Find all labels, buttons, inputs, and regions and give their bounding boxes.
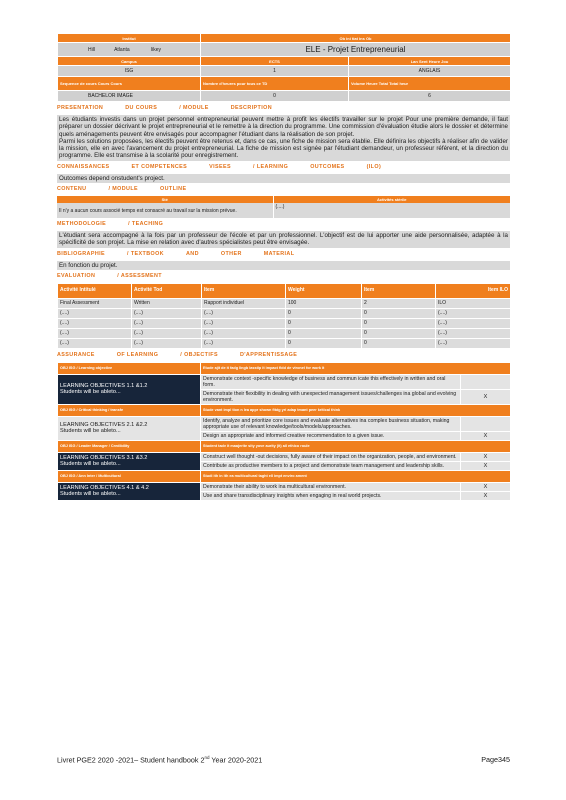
table-row [58, 298, 511, 308]
header-cell: Institut [58, 34, 201, 43]
section-title-presentation: PRESENTATION DU COURS / MODULE DESCRIPTION [57, 105, 272, 111]
lo-item: Demonstrate context -specific knowledge of business and commun icate this effectively in written and oral form. [201, 374, 461, 389]
lo-group-header: Etude ajit de it fadg lingb lasstip it impact fidd de vironel for work it [201, 362, 511, 374]
evaluation-cell: (....) [202, 338, 286, 348]
section-title-competences: CONNAISSANCES ET COMPETENCES VISEES / LEARNING OUTCOMES (ILO) [57, 163, 382, 170]
evaluation-cell: ILO [436, 298, 511, 308]
evaluation-cell: 0 [362, 328, 436, 338]
lo-item: Contribute as productive members to a project and demonstrate team management and leadership skills. [201, 461, 461, 470]
evaluation-header: Weight [286, 283, 362, 298]
contenu-cell: (....) [273, 203, 510, 218]
evaluation-cell: (....) [132, 318, 202, 328]
footer-left: Livret PGE2 2020 -2021– Student handbook 2nd Year 2020-2021 [57, 755, 263, 765]
course-title: ELE - Projet Entrepreneurial [201, 43, 511, 57]
lo-item: Demonstrate their flexibility in dealing with unexpected management issues/challenges ina global and evolving environment. [201, 389, 461, 404]
table-row [58, 328, 511, 338]
evaluation-cell: Written [132, 298, 202, 308]
header-cell: Campus [58, 57, 201, 66]
header-cell: BACHELOR IMAGE [58, 91, 201, 102]
evaluation-cell: 0 [286, 308, 362, 318]
table-row [58, 338, 511, 348]
evaluation-table [57, 283, 511, 349]
evaluation-cell: 0 [362, 338, 436, 348]
lo-mark: X [461, 461, 511, 470]
header-cell: 1 [201, 66, 349, 77]
evaluation-cell: (....) [58, 318, 132, 328]
lo-group-header: OBJ ISG / Ann Inter / Multicultural [58, 470, 201, 482]
evaluation-cell: (....) [436, 318, 511, 328]
methodologie-text: L'étudiant sera accompagné à la fois par un professeur de l'école et par un professionnel. L'objectif est de lui apporter une aide personnalisée, adaptée à la spécificité de son projet. La mise en relation avec d'autres spécialistes peut être envisagée. [59, 232, 508, 247]
header-cell: Volume Heure Total Total heur [349, 77, 511, 91]
table-row [58, 308, 511, 318]
evaluation-cell: (....) [436, 338, 511, 348]
lo-mark [461, 374, 511, 389]
evaluation-cell: (....) [132, 308, 202, 318]
lo-item: Design an appropriate and informed creative recommendation to a given issue. [201, 431, 461, 440]
header-cell: Ob ini tiat ins Ob [201, 34, 511, 43]
header-cell: ECTS [201, 57, 349, 66]
evaluation-header: Activité Intitulé [58, 283, 132, 298]
header-cell: Nombre d'heures pour tous ce TD [201, 77, 349, 91]
evaluation-cell: Final Assessment [58, 298, 132, 308]
evaluation-cell: (....) [436, 328, 511, 338]
learning-objectives-table [57, 362, 511, 501]
lo-item: Demonstrate their ability to work ina multicultural environment. [201, 482, 461, 491]
lo-item: Construct well thought -out decisions, fully aware of their impact on the organization, people, and environment. [201, 452, 461, 461]
page-number: Page345 [481, 755, 510, 764]
evaluation-cell: 0 [362, 318, 436, 328]
section-title-assurance: ASSURANCE OF LEARNING / OBJECTIFS D'APPRENTISSAGE [57, 351, 298, 358]
section-title-methodologie: METHODOLOGIE / TEACHING [57, 221, 164, 228]
lo-group-header: Student tadv it maajerite sity yove aurity (it) ail ethico roule [201, 440, 511, 452]
competences-text: Outcomes depend onstudent's project. [57, 174, 510, 183]
section-title-bibliographie: BIBLIOGRAPHIE / TEXTBOOK AND OTHER MATERIAL [57, 250, 295, 257]
evaluation-cell: 0 [286, 318, 362, 328]
evaluation-cell: (....) [436, 308, 511, 318]
lo-group-header: OBJ ISG / Leader Manager / Credibility [58, 440, 201, 452]
contenu-cell: Il n'y a aucun cours associé temps est consacré au travail sur la mission prévue. [57, 203, 273, 218]
evaluation-cell: (....) [202, 328, 286, 338]
evaluation-cell: (....) [202, 308, 286, 318]
evaluation-cell: 100 [286, 298, 362, 308]
lo-group-header: Studi ith in ith ea multicultural taght ell impt enviro ament [201, 470, 511, 482]
lo-mark [461, 416, 511, 431]
evaluation-cell: 0 [362, 308, 436, 318]
header-cell: ANGLAIS [349, 66, 511, 77]
header-cell: ISG [58, 66, 201, 77]
section-title-evaluation: EVALUATION / ASSESSMENT [57, 272, 162, 279]
section-title-contenu: CONTENU / MODULE OUTLINE [57, 186, 187, 193]
lo-mark: X [461, 389, 511, 404]
evaluation-cell: 0 [286, 338, 362, 348]
lo-item: Identify, analyze and prioritize core issues and evaluate alternatives ina complex business situation, making appropriate use of relevant knowledge/tools/models/approaches. [201, 416, 461, 431]
page-footer [57, 755, 510, 764]
contenu-table [57, 196, 510, 218]
evaluation-header: Item ILO [436, 283, 511, 298]
evaluation-header: Item [202, 283, 286, 298]
lo-label-box: LEARNING OBJECTIVES 2.1 &2.2 Students will be ableto... [58, 416, 201, 440]
contenu-header: Activités stérile [376, 197, 407, 203]
header-cell: Lan Sent Heure Jou [349, 57, 511, 66]
lo-group-header: OBJ ISG / Critical thinking / transfe [58, 404, 201, 416]
evaluation-cell: (....) [58, 338, 132, 348]
evaluation-header: Activité Tod [132, 283, 202, 298]
lo-label-box: LEARNING OBJECTIVES 3.1 &3.2 Students will be ableto... [58, 452, 201, 470]
evaluation-cell: 2 [362, 298, 436, 308]
lo-item: Use and share transdisciplinary insights when engaging in real world projects. [201, 491, 461, 500]
evaluation-cell: Rapport individuel [202, 298, 286, 308]
evaluation-cell: 0 [286, 328, 362, 338]
evaluation-cell: (....) [202, 318, 286, 328]
header-cell: 6 [349, 91, 511, 102]
evaluation-cell: (....) [58, 308, 132, 318]
header-cell: Hill Atlanta likey [58, 43, 201, 57]
header-cell: 0 [201, 91, 349, 102]
lo-mark: X [461, 452, 511, 461]
header-cell: Sequence de cours Cours Cours [58, 77, 201, 91]
lo-mark: X [461, 431, 511, 440]
evaluation-cell: (....) [132, 338, 202, 348]
evaluation-header: Item [362, 283, 436, 298]
evaluation-cell: (....) [132, 328, 202, 338]
lo-label-box: LEARNING OBJECTIVES 4.1 & 4.2 Students will be ableto... [58, 482, 201, 500]
lo-label-box: LEARNING OBJECTIVES 1.1 &1.2 Students will be ableto... [58, 374, 201, 404]
lo-group-header: OBJ ISG / Learning objective [58, 362, 201, 374]
evaluation-cell: (....) [58, 328, 132, 338]
lo-mark: X [461, 482, 511, 491]
course-sheet [57, 33, 510, 501]
contenu-header: Sté [57, 196, 273, 203]
bibliographie-text: En fonction du projet. [57, 261, 510, 270]
presentation-text: Les étudiants investis dans un projet personnel entrepreneurial peuvent mettre à profit les électifs travailler sur le projet Pour une première demande, il faut préparer un dossier décrivant le projet entrepreneurial et le remettre à la direction du programme. Une commission d'évaluation étudie alors le dossier et détermine quels aménagements peuvent être envisagés pour accompagner l'étudiant dans la réalisation de son projet. Parmi les solutions proposées, les électifs peuvent être retenus et, dans ce cas, une fiche de mission sera établie. Elle définira les objectifs à réaliser afin de valider la mission, elle en avec l'avancement du projet entrepreneurial. La fiche de mission est signée par l'étudiant demandeur, un professeur référent, et la direction du programme. Elle est transmise à la scolarité pour enregistrement. [59, 116, 508, 160]
lo-mark: X [461, 491, 511, 500]
table-row [58, 318, 511, 328]
header-table [57, 33, 511, 102]
lo-group-header: Stude vant impl tion n lea appr shown fitdg yri adap tmant peer kritical think [201, 404, 511, 416]
